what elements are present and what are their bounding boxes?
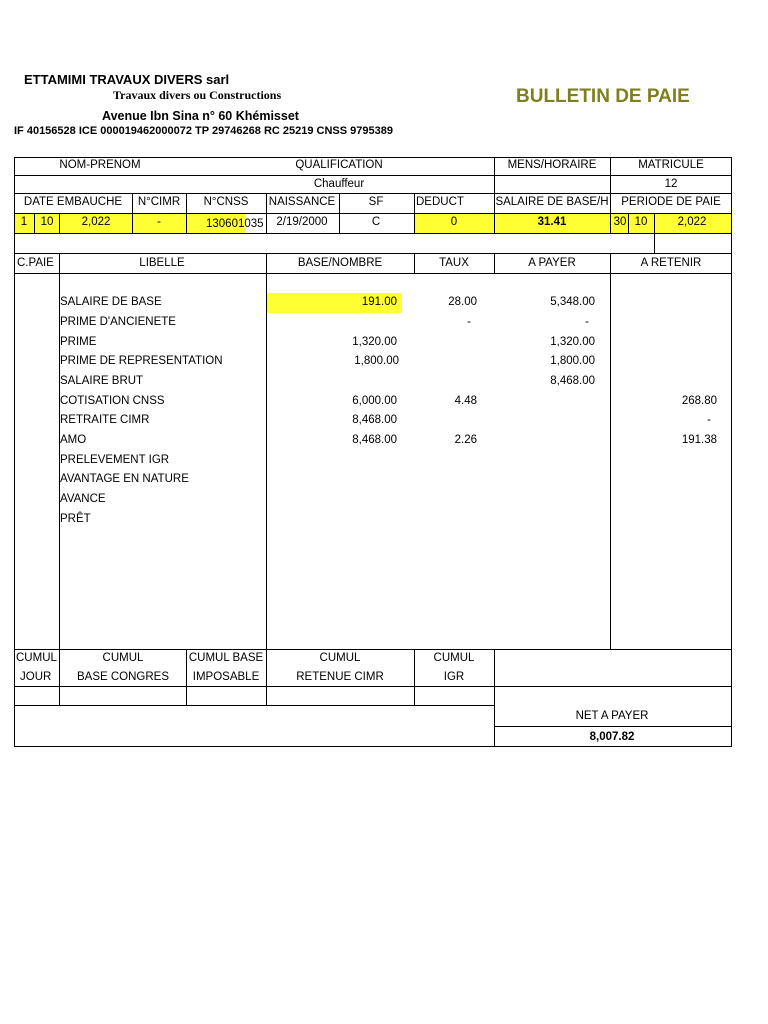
line-retenir: 268.80: [681, 395, 717, 407]
line-libelle: AVANTAGE EN NATURE: [60, 473, 189, 485]
embauche-day: 1: [20, 216, 28, 228]
line-base: 8,468.00: [352, 414, 397, 426]
cumul-jour-1: CUMUL: [16, 652, 57, 664]
line-libelle: AVANCE: [60, 493, 106, 505]
line-base: 8,468.00: [352, 434, 397, 446]
payslip-table: [14, 157, 732, 747]
header-qualification: QUALIFICATION: [295, 159, 383, 171]
deduct-value: 0: [450, 216, 458, 228]
header-a-retenir: A RETENIR: [640, 257, 702, 269]
line-base: 1,800.00: [354, 355, 399, 367]
header-salaire-base-h: SALAIRE DE BASE/H: [495, 196, 609, 208]
line-libelle: PRIME D'ANCIENETE: [60, 316, 176, 328]
header-cpaie: C.PAIE: [17, 257, 54, 269]
cumul-igr-2: IGR: [443, 671, 465, 683]
header-a-payer: A PAYER: [528, 257, 576, 269]
document-title: BULLETIN DE PAIE: [516, 86, 690, 107]
header-libelle: LIBELLE: [139, 257, 185, 269]
net-a-payer-label: NET A PAYER: [575, 710, 649, 722]
net-a-payer-value: 8,007.82: [589, 731, 635, 743]
cumul-jour-2: JOUR: [20, 671, 52, 683]
line-libelle: PRÊT: [60, 513, 91, 525]
header-periode: PERIODE DE PAIE: [621, 196, 721, 208]
header-ncimr: N°CIMR: [137, 196, 181, 208]
cumul-base-congres-2: BASE CONGRES: [76, 671, 170, 683]
line-payer: 5,348.00: [550, 296, 595, 308]
line-libelle: AMO: [60, 434, 87, 446]
line-payer: -: [585, 316, 589, 328]
line-libelle: PRIME DE REPRESENTATION: [60, 355, 223, 367]
cumul-imposable-2: IMPOSABLE: [192, 671, 260, 683]
ncimr-value: -: [157, 216, 161, 228]
line-libelle: PRELEVEMENT IGR: [60, 454, 170, 466]
line-retenir: -: [707, 414, 711, 426]
embauche-month: 10: [40, 216, 54, 228]
line-libelle: RETRAITE CIMR: [60, 414, 150, 426]
header-deduct: DEDUCT: [416, 196, 464, 208]
cumul-cimr-1: CUMUL: [319, 652, 361, 664]
naissance-value: 2/19/2000: [276, 216, 328, 228]
ncnss-value: 130601035: [206, 218, 264, 230]
header-nom-prenom: NOM-PRENOM: [59, 159, 141, 171]
line-libelle: SALAIRE DE BASE: [60, 296, 162, 308]
line-libelle: COTISATION CNSS: [60, 395, 165, 407]
line-libelle: PRIME: [60, 336, 97, 348]
company-address: Avenue Ibn Sina n° 60 Khémisset: [102, 109, 299, 123]
line-payer: 1,320.00: [550, 336, 595, 348]
line-taux: 2.26: [454, 434, 477, 446]
sf-value: C: [371, 216, 381, 228]
embauche-year: 2,022: [81, 216, 111, 228]
cumul-base-congres-1: CUMUL: [102, 652, 144, 664]
line-retenir: 191.38: [681, 434, 717, 446]
company-name: ETTAMIMI TRAVAUX DIVERS sarl: [24, 72, 230, 87]
line-taux: -: [467, 316, 471, 328]
line-libelle: SALAIRE BRUT: [60, 375, 144, 387]
company-ids: IF 40156528 ICE 000019462000072 TP 29746268 RC 25219 CNSS 9795389: [14, 125, 393, 137]
periode-month: 10: [634, 216, 648, 228]
header-sf: SF: [368, 196, 384, 208]
line-payer: 8,468.00: [550, 375, 595, 387]
header-taux: TAUX: [439, 257, 469, 269]
periode-day: 30: [613, 216, 627, 228]
line-base: 1,320.00: [352, 336, 397, 348]
matricule-value: 12: [664, 178, 678, 190]
cumul-igr-1: CUMUL: [433, 652, 475, 664]
qualification-value: Chauffeur: [313, 178, 365, 190]
line-base: 191.00: [361, 296, 397, 308]
header-mens-horaire: MENS/HORAIRE: [507, 159, 597, 171]
header-naissance: NAISSANCE: [268, 196, 336, 208]
company-subtitle: Travaux divers ou Constructions: [113, 88, 282, 102]
header-matricule: MATRICULE: [638, 159, 704, 171]
header-date-embauche: DATE EMBAUCHE: [23, 196, 123, 208]
line-payer: 1,800.00: [550, 355, 595, 367]
cumul-imposable-1: CUMUL BASE: [188, 652, 264, 664]
line-base: 6,000.00: [352, 395, 397, 407]
cumul-cimr-2: RETENUE CIMR: [296, 671, 384, 683]
line-taux: 4.48: [454, 395, 477, 407]
header-base: BASE/NOMBRE: [297, 257, 383, 269]
periode-year: 2,022: [677, 216, 707, 228]
salaire-base-h-value: 31.41: [537, 216, 567, 228]
line-taux: 28.00: [448, 296, 477, 308]
header-ncnss: N°CNSS: [203, 196, 249, 208]
